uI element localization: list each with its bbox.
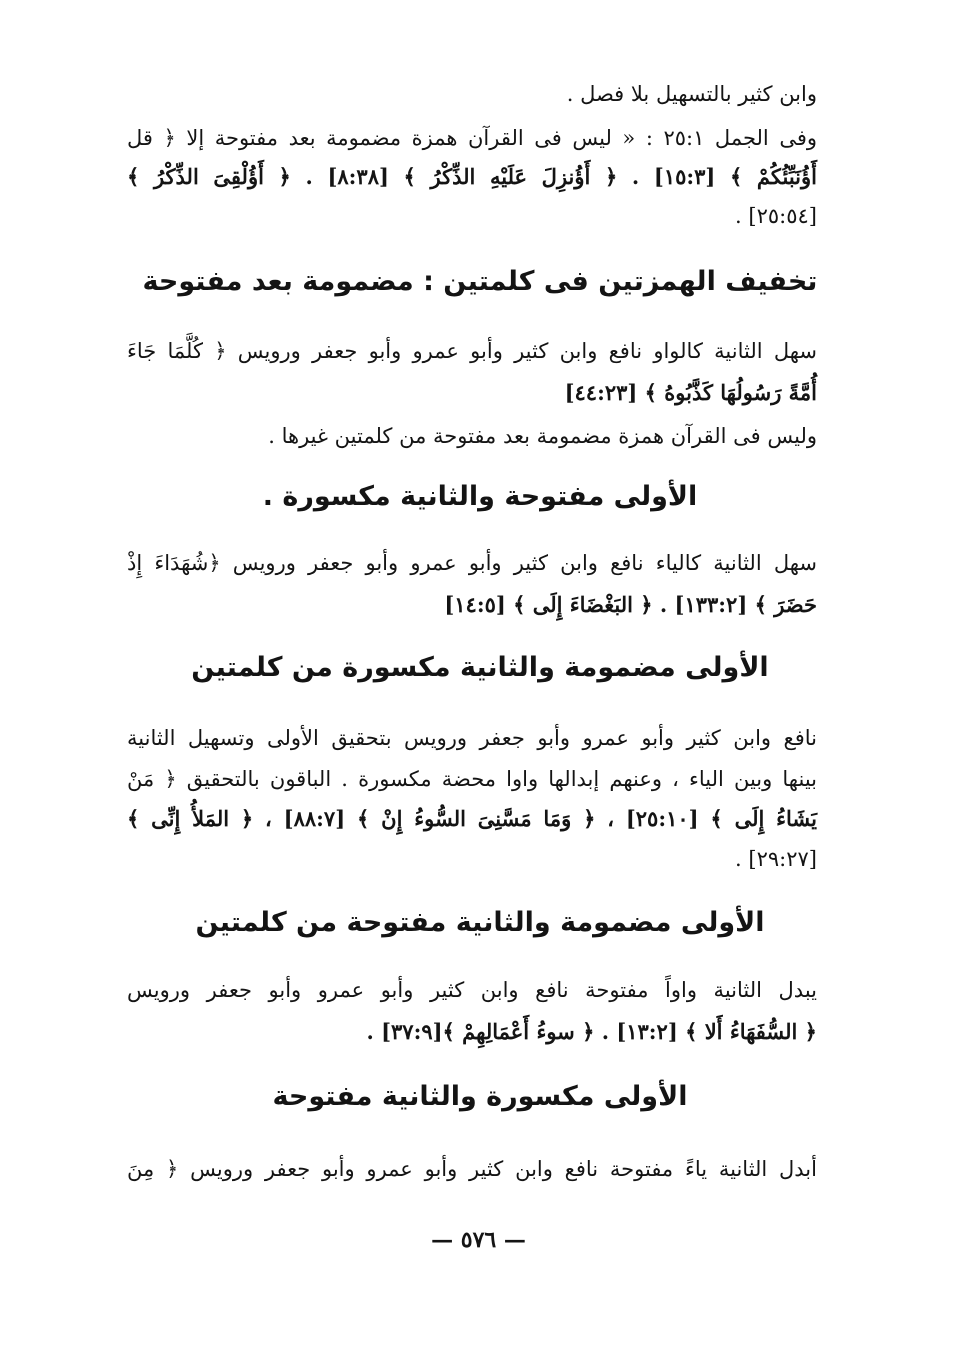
text-line-10: نافع وابن كثير وأبو عمرو وأبو جعفر ورويس بتحقيق الأولى وتسهيل الثانية xyxy=(127,726,817,750)
text-line-3: أَؤُنَبِّئُكُمْ ﴾ [١٥:٣] . ﴿ أَؤُنزِلَ عَلَيْهِ الذِّكْرُ ﴾ [٨:٣٨] . ﴿ أَؤُلْقِىَ الذِّكْرُ ﴾ xyxy=(127,164,817,189)
text-line-7: وليس فى القرآن همزة مضمومة بعد مفتوحة من كلمتين غيرها . xyxy=(268,424,817,448)
section-heading-5: الأولى مكسورة والثانية مفتوحة xyxy=(272,1081,688,1112)
section-heading-3: الأولى مضمومة والثانية مكسورة من كلمتين xyxy=(191,652,769,683)
text-line-13: [٢٩:٢٧] . xyxy=(735,847,817,871)
text-line-8: سهل الثانية كالياء نافع وابن كثير وأبو عمرو وأبو جعفر ورويس ﴿شُهَدَاءَ إِذْ xyxy=(127,551,817,575)
section-heading-2: الأولى مفتوحة والثانية مكسورة . xyxy=(262,481,698,512)
page-number: — ٥٧٦ — xyxy=(431,1227,526,1253)
text-line-12: يَشَاءُ إِلَى ﴾ [٢٥:١٠] ، ﴿ وَمَا مَسَّنِىَ السُّوءُ إِنْ ﴾ [٨٨:٧] ، ﴿ المَلأُ إِنِّى ﴾ xyxy=(127,806,817,831)
text-line-9: حَضَرَ ﴾ [١٣٣:٢] . ﴿ البَغْضَاءَ إِلَى ﴾ [١٤:٥] xyxy=(444,592,817,617)
text-line-5: سهل الثانية كالواو نافع وابن كثير وأبو عمرو وأبو جعفر ورويس ﴿ كُلَّمَا جَاءَ xyxy=(127,339,817,363)
text-line-11: بينها وبين الياء ، وعنهم إبدالها واوا محضة مكسورة . الباقون بالتحقيق ﴿ مَنْ xyxy=(127,767,817,791)
text-line-2: وفى الجمل ٢٥:١ : « ليس فى القرآن همزة مضمومة بعد مفتوحة إلا ﴿ قل xyxy=(127,126,818,150)
text-line-4: [٢٥:٥٤] . xyxy=(735,204,817,228)
text-line-16: أبدل الثانية ياءً مفتوحة نافع وابن كثير وأبو عمرو وأبو جعفر ورويس ﴿ مِنَ xyxy=(127,1157,817,1181)
section-heading-1: تخفيف الهمزتين فى كلمتين : مضمومة بعد مفتوحة xyxy=(142,266,818,297)
text-line-15: ﴿ السُّفَهَاءُ أَلا ﴾ [١٣:٢] . ﴿ سوءُ أَعْمَالِهِمْ ﴾[٣٧:٩] . xyxy=(366,1019,817,1044)
text-line-14: يبدل الثانية واواً مفتوحة نافع وابن كثير وأبو عمرو وأبو جعفر ورويس xyxy=(127,978,817,1002)
text-line-6: أُمَّةً رَسُولُهَا كَذَّبُوهُ ﴾ [٤٤:٢٣] xyxy=(564,380,817,405)
section-heading-4: الأولى مضمومة والثانية مفتوحة من كلمتين xyxy=(195,907,765,938)
text-line-1: وابن كثير بالتسهيل بلا فصل . xyxy=(566,82,817,106)
